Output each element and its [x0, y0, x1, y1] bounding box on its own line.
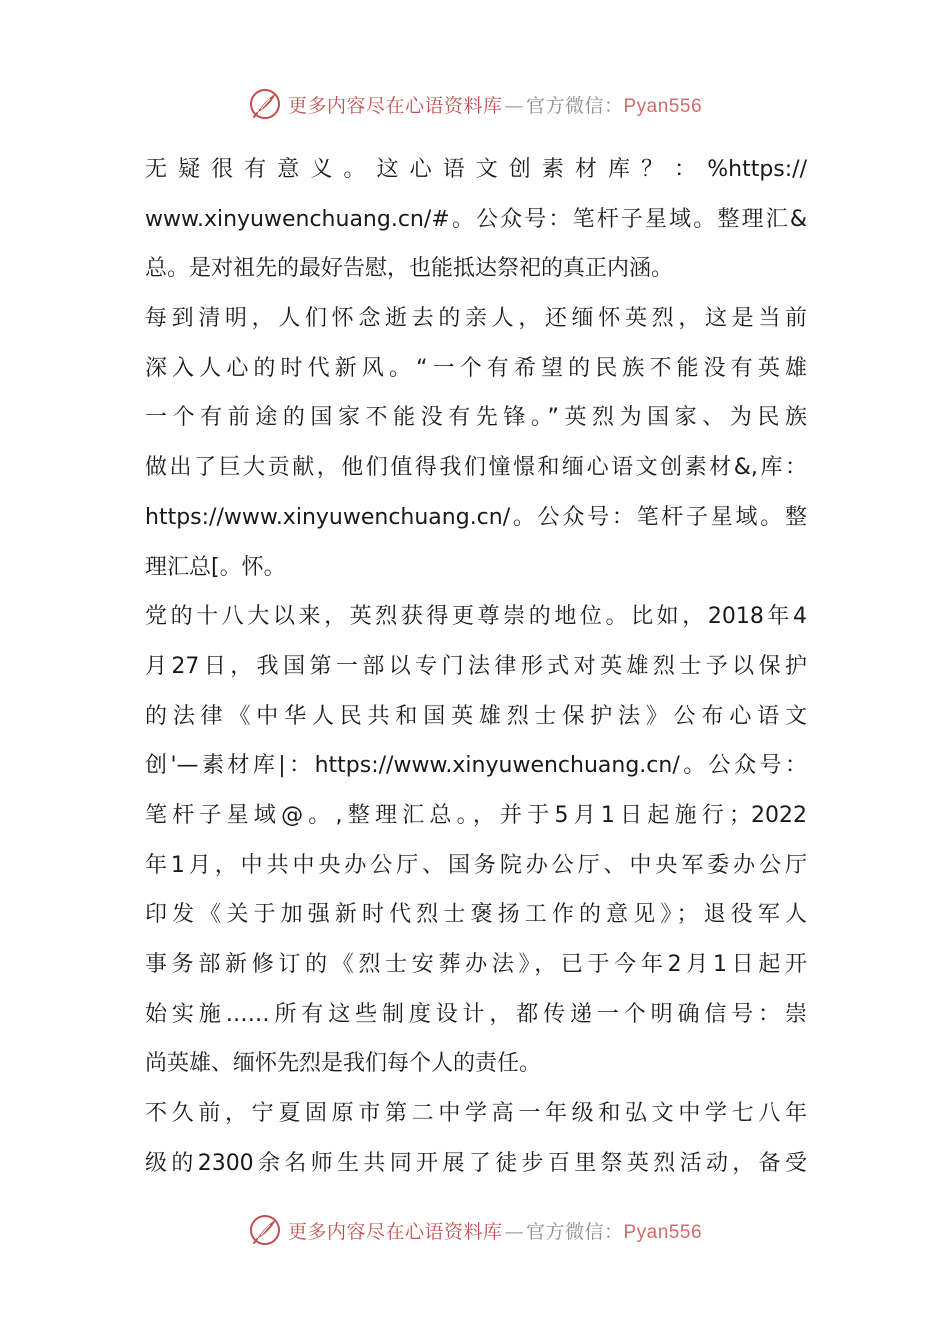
body-line: 月27日，我国第一部以专门法律形式对英雄烈士予以保护: [145, 653, 807, 679]
quill-pen-logo-icon: [248, 1213, 282, 1247]
document-body: [145, 145, 807, 1188]
header-official-text: 官方微信：: [525, 94, 624, 117]
body-line: 理汇总[。怀。: [145, 554, 286, 580]
quill-pen-logo-icon: [248, 87, 282, 121]
footer-main-text: 更多内容尽在心语资料库: [287, 1220, 503, 1243]
footer-wechat-id: Pyan556: [623, 1221, 703, 1243]
footer-banner-inner: [248, 1213, 702, 1247]
body-line: 印发《关于加强新时代烈士褒扬工作的意见》；退役军人: [145, 902, 807, 928]
body-line: 一个有前途的国家不能没有先锋。”英烈为国家、为民族: [145, 405, 807, 431]
header-banner: [0, 84, 950, 124]
header-main-text: 更多内容尽在心语资料库: [287, 94, 503, 117]
footer-dash: —: [504, 1220, 524, 1243]
body-line: 的法律《中华人民共和国英雄烈士保护法》公布心语文: [145, 703, 807, 729]
body-line: 年1月，中共中央办公厅、国务院办公厅、中央军委办公厅: [145, 852, 807, 878]
body-line: 级的2300余名师生共同开展了徒步百里祭英烈活动，备受: [145, 1150, 807, 1176]
body-line: 每到清明，人们怀念逝去的亲人，还缅怀英烈，这是当前: [145, 306, 807, 332]
body-line: www.xinyuwenchuang.cn/#。公众号：笔杆子星域。整理汇&: [145, 206, 807, 232]
body-line: 事务部新修订的《烈士安葬办法》，已于今年2月1日起开: [145, 952, 807, 977]
body-line: 无疑很有意义。这心语文创素材库？：%https://: [145, 157, 807, 182]
body-line: 尚英雄、缅怀先烈是我们每个人的责任。: [145, 1051, 542, 1077]
body-line: 始实施……所有这些制度设计，都传递一个明确信号：崇: [145, 1001, 807, 1027]
header-dash: —: [504, 94, 524, 117]
body-line: 深入人心的时代新风。“一个有希望的民族不能没有英雄: [145, 355, 807, 381]
header-banner-text: [288, 91, 702, 118]
body-line: 笔杆子星域@。,整理汇总。，并于5月1日起施行；2022: [145, 802, 807, 828]
body-line: 创'—素材库|：https://www.xinyuwenchuang.cn/。公众号：: [145, 753, 807, 779]
body-line: https://www.xinyuwenchuang.cn/。公众号：笔杆子星域。整: [145, 504, 807, 530]
footer-banner-text: [288, 1217, 702, 1244]
body-line: 不久前，宁夏固原市第二中学高一年级和弘文中学七八年: [145, 1101, 807, 1127]
body-line: 做出了巨大贡献，他们值得我们憧憬和缅心语文创素材&,库：: [145, 455, 807, 481]
body-line: 党的十八大以来，英烈获得更尊崇的地位。比如，2018年4: [145, 604, 807, 630]
body-line: 总。是对祖先的最好告慰，也能抵达祭祀的真正内涵。: [145, 256, 674, 282]
footer-official-text: 官方微信：: [525, 1220, 624, 1243]
footer-banner: [0, 1210, 950, 1250]
header-banner-inner: [248, 87, 702, 121]
header-wechat-id: Pyan556: [623, 95, 703, 117]
